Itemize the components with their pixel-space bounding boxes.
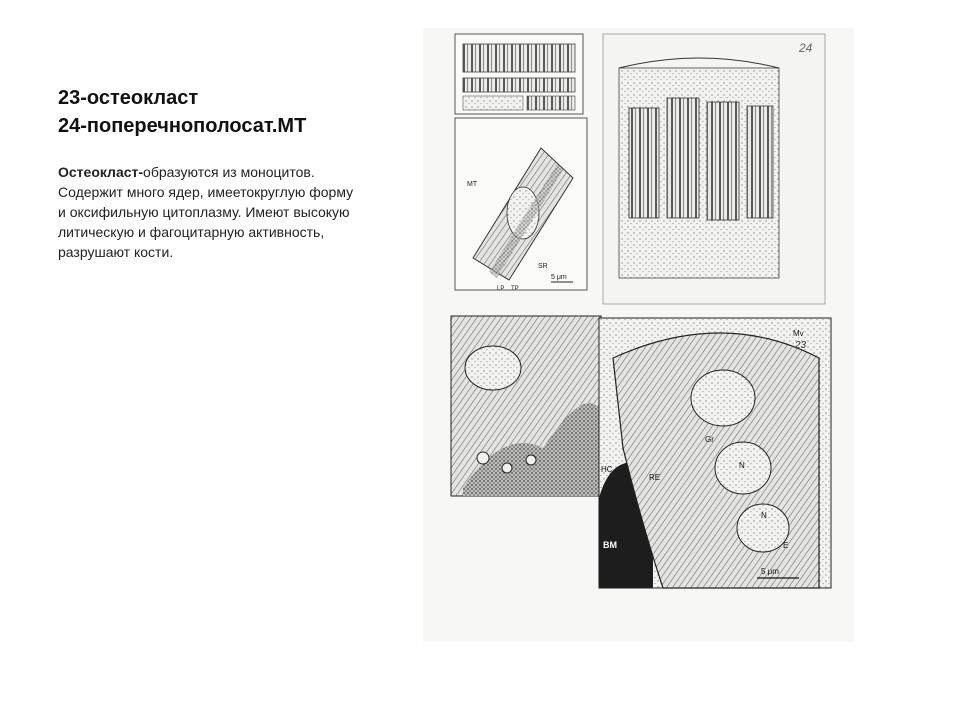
label-bm: BM (603, 540, 617, 550)
label-gr: Gr (705, 435, 714, 444)
slide-title (58, 84, 418, 140)
figure-tag-24: 24 (799, 41, 813, 55)
body-description: образуются из моноцитов. Содержит много ядер, имеетокруглую форму и оксифильную цитоплазму. Имеют высокую литическую и фагоцитарную активность, разрушают кости. (58, 164, 354, 260)
label-re: RE (649, 473, 661, 482)
body-bold-term: Остеокласт- (58, 164, 144, 180)
label-mv: Mv (793, 329, 804, 338)
label-tp: TP (511, 286, 519, 292)
panel-myofibril-schema (455, 34, 583, 114)
slide-body-text (58, 162, 358, 262)
label-n2: N (761, 511, 767, 520)
figure-illustration (423, 28, 854, 642)
label-lp: LP (497, 286, 505, 292)
scale-bar-label-a: 5 μm (551, 274, 567, 281)
scanned-figure (423, 28, 854, 642)
label-e: E (783, 541, 789, 550)
label-mt: MT (467, 181, 478, 188)
label-hc: HC (601, 465, 613, 474)
title-line-1: 23-остеокласт (58, 87, 199, 109)
panel-osteoclast-micrograph-em (599, 318, 831, 588)
label-sr: SR (538, 263, 548, 270)
panel-striated-muscle-em (603, 34, 825, 304)
scale-bar-label-b: 5 μm (761, 567, 779, 576)
label-n1: N (739, 461, 745, 470)
title-line-2: 24-поперечнополосат.МТ (58, 115, 307, 137)
panel-muscle-fiber-3d (455, 118, 587, 292)
figure-tag-23: 23 (795, 340, 807, 351)
panel-osteoclast-micrograph-lm (451, 316, 601, 496)
